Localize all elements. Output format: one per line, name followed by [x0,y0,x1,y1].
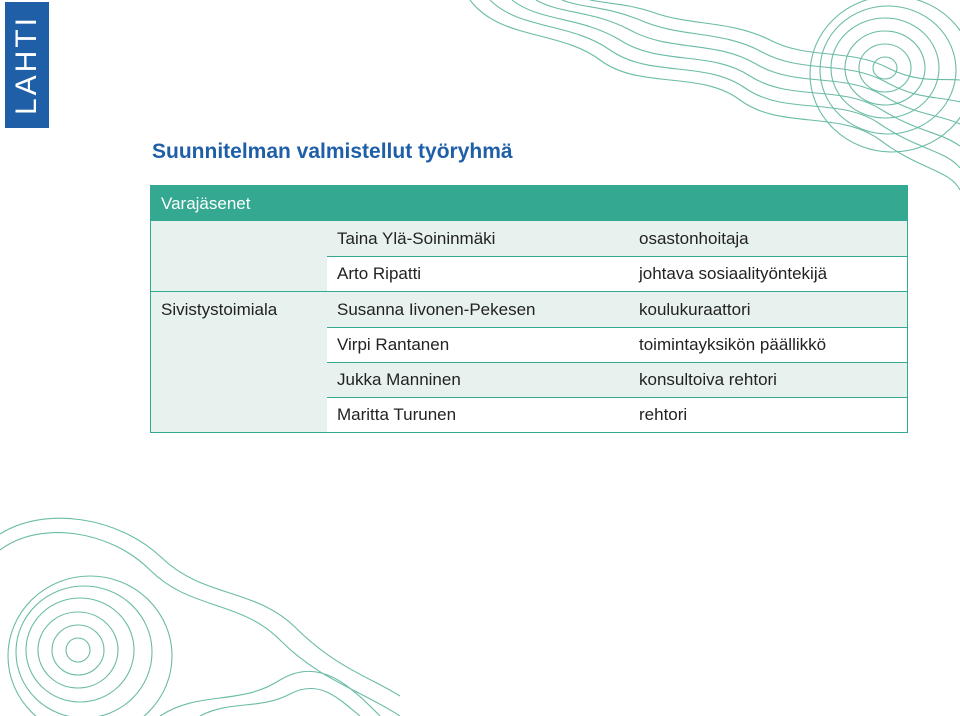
table-row [151,291,907,327]
member-name: Taina Ylä-Soininmäki [337,229,496,248]
member-role: rehtori [639,405,688,424]
member-role: koulukuraattori [639,300,751,319]
contour-decoration-top [440,0,960,200]
table-row [151,221,907,256]
member-role: osastonhoitaja [639,229,749,248]
table-row [151,397,907,432]
group-cell-bg [151,256,327,291]
table-row [151,256,907,291]
logo-text: LAHTI [10,14,43,116]
group-cell-bg [151,397,327,432]
table-header: Varajäsenet [151,186,907,221]
member-name: Maritta Turunen [337,405,457,424]
table-group [151,291,907,432]
member-name: Virpi Rantanen [337,335,450,354]
member-name: Jukka Manninen [337,370,461,389]
member-name: Arto Ripatti [337,264,422,283]
page-title: Suunnitelman valmistellut työryhmä [152,140,513,163]
member-role: konsultoiva rehtori [639,370,777,389]
table-row [151,362,907,397]
contour-decoration-bottom [0,510,400,716]
lahti-logo [5,2,49,128]
workgroup-table [150,185,908,433]
member-role: johtava sosiaalityöntekijä [639,264,828,283]
table-row [151,327,907,362]
group-cell-bg [151,327,327,362]
table-group [151,221,907,291]
member-role: toimintayksikön päällikkö [639,335,827,354]
member-name: Susanna Iivonen-Pekesen [337,300,536,319]
department-label: Sivistystoimiala [161,300,278,319]
